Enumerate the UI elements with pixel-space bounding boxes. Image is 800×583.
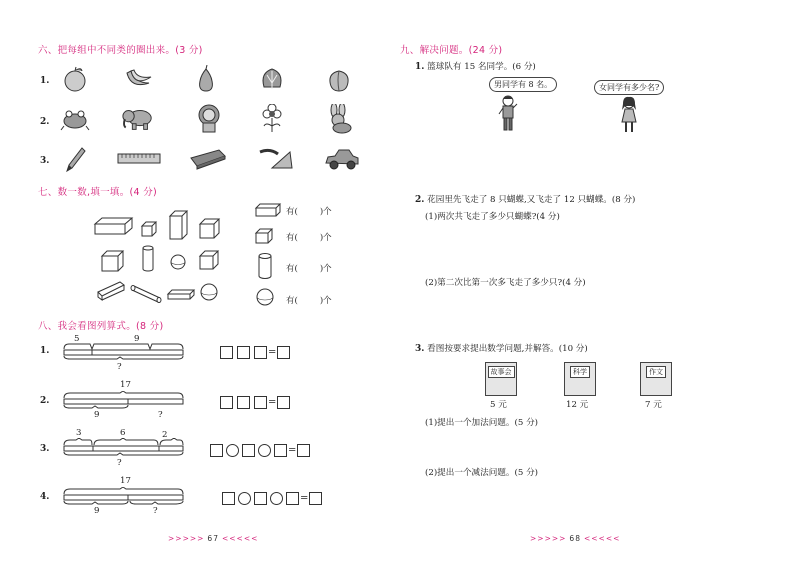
- row-number: 3.: [40, 156, 50, 166]
- bottom-label: ?: [153, 506, 158, 516]
- ruler-icon[interactable]: [117, 144, 161, 174]
- fill-in-label: 有(: [286, 207, 298, 217]
- book-story[interactable]: 故事会: [485, 362, 517, 396]
- cylinder-legend-icon: [256, 252, 274, 283]
- row-number: 1.: [40, 346, 50, 356]
- section-9-title: 九、解决问题。(24 分): [400, 45, 503, 56]
- answer-box[interactable]: [277, 396, 290, 409]
- cuboid-legend-icon: [254, 202, 282, 221]
- book-price: 12 元: [566, 400, 589, 410]
- page-footer-left: >>>>> 67 <<<<<: [168, 534, 259, 543]
- answer-box[interactable]: [220, 396, 233, 409]
- answer-box[interactable]: [309, 492, 322, 505]
- boy-figure-icon: [497, 94, 519, 137]
- answer-box[interactable]: [274, 444, 287, 457]
- equals-sign: =: [288, 445, 297, 456]
- question-number: 1.: [415, 62, 425, 72]
- book-science[interactable]: 科学: [564, 362, 596, 396]
- row-number: 2.: [40, 117, 50, 127]
- answer-box[interactable]: [242, 444, 255, 457]
- answer-box[interactable]: [254, 346, 267, 359]
- row-number: 2.: [40, 396, 50, 406]
- fill-in-unit: )个: [319, 264, 332, 274]
- answer-box[interactable]: [286, 492, 299, 505]
- answer-box[interactable]: [254, 492, 267, 505]
- book-price: 5 元: [490, 400, 507, 410]
- sphere-legend-icon: [255, 287, 275, 310]
- fill-in-unit: )个: [319, 296, 332, 306]
- operator-circle[interactable]: [258, 444, 271, 457]
- operator-circle[interactable]: [226, 444, 239, 457]
- equals-sign: =: [300, 493, 309, 504]
- row-number: 1.: [40, 76, 50, 86]
- fill-in-unit: )个: [319, 233, 332, 243]
- bottom-label: ?: [158, 410, 163, 420]
- bottom-label: ?: [117, 362, 122, 372]
- sub-question: (1)提出一个加法问题。(5 分): [425, 418, 539, 428]
- rabbit-icon[interactable]: [322, 104, 356, 134]
- top-number: 9: [134, 334, 140, 344]
- question-text: 花园里先飞走了 8 只蝴蝶,又飞走了 12 只蝴蝶。(8 分): [427, 195, 636, 205]
- peach-icon[interactable]: [322, 64, 356, 94]
- fill-in-label: 有(: [286, 296, 298, 306]
- solid-shapes-figure: [92, 206, 232, 309]
- bottom-label: ?: [117, 458, 122, 468]
- set-square-icon[interactable]: [255, 144, 295, 174]
- equation-row: [220, 346, 290, 359]
- book-composition[interactable]: 作文: [640, 362, 672, 396]
- fill-in-label: 有(: [286, 233, 298, 243]
- speech-bubble-boy: 男同学有 8 名。: [489, 77, 557, 92]
- section-6-title: 六、把每组中不同类的圈出来。(3 分): [38, 45, 203, 56]
- pencil-icon[interactable]: [58, 144, 92, 174]
- operator-box[interactable]: [237, 396, 250, 409]
- section-8-title: 八、我会看图列算式。(8 分): [38, 321, 164, 332]
- top-number: 17: [120, 380, 131, 390]
- frog-icon[interactable]: [58, 104, 92, 134]
- banana-icon[interactable]: [121, 64, 155, 94]
- bar-model: [62, 391, 186, 412]
- page-number: 68: [569, 534, 581, 543]
- book-price: 7 元: [645, 400, 662, 410]
- equals-sign: =: [268, 397, 277, 408]
- fill-in-unit: )个: [319, 207, 332, 217]
- bar-model: [62, 487, 186, 508]
- sub-question: (2)提出一个减法问题。(5 分): [425, 468, 539, 478]
- top-number: 2: [162, 430, 168, 440]
- answer-box[interactable]: [220, 346, 233, 359]
- question-text: 篮球队有 15 名同学。(6 分): [427, 62, 536, 72]
- bar-model: [62, 438, 186, 459]
- equation-row: [210, 444, 310, 457]
- top-number: 17: [120, 476, 131, 486]
- question-number: 3.: [415, 344, 425, 354]
- sub-question: (1)两次共飞走了多少只蝴蝶?(4 分): [425, 212, 560, 222]
- bottom-label: 9: [94, 506, 100, 516]
- operator-circle[interactable]: [238, 492, 251, 505]
- pear-icon[interactable]: [189, 64, 223, 94]
- page-number: 67: [207, 534, 219, 543]
- answer-box[interactable]: [297, 444, 310, 457]
- operator-circle[interactable]: [270, 492, 283, 505]
- operator-box[interactable]: [237, 346, 250, 359]
- question-number: 2.: [415, 195, 425, 205]
- answer-box[interactable]: [277, 346, 290, 359]
- flower-icon[interactable]: [255, 104, 289, 134]
- sub-question: (2)第二次比第一次多飞走了多少只?(4 分): [425, 278, 586, 288]
- cabbage-icon[interactable]: [255, 64, 289, 94]
- fill-in-label: 有(: [286, 264, 298, 274]
- apple-icon[interactable]: [58, 64, 92, 94]
- bottom-label: 9: [94, 410, 100, 420]
- top-number: 5: [74, 334, 80, 344]
- bar-model: [62, 342, 186, 363]
- pencil-case-icon[interactable]: [188, 144, 228, 174]
- elephant-icon[interactable]: [121, 104, 155, 134]
- equation-row: [220, 396, 290, 409]
- row-number: 4.: [40, 492, 50, 502]
- girl-figure-icon: [618, 96, 640, 139]
- top-number: 6: [120, 428, 126, 438]
- answer-box[interactable]: [222, 492, 235, 505]
- car-icon[interactable]: [322, 144, 362, 174]
- cube-legend-icon: [254, 227, 276, 248]
- equals-sign: =: [268, 347, 277, 358]
- section-7-title: 七、数一数,填一填。(4 分): [38, 187, 157, 198]
- answer-box[interactable]: [254, 396, 267, 409]
- page-footer-right: >>>>> 68 <<<<<: [530, 534, 621, 543]
- top-number: 3: [76, 428, 82, 438]
- row-number: 3.: [40, 444, 50, 454]
- speech-bubble-girl: 女同学有多少名?: [594, 80, 664, 95]
- equation-row: [222, 492, 322, 505]
- question-text: 看图按要求提出数学问题,并解答。(10 分): [427, 344, 588, 354]
- lion-icon[interactable]: [192, 104, 226, 134]
- answer-box[interactable]: [210, 444, 223, 457]
